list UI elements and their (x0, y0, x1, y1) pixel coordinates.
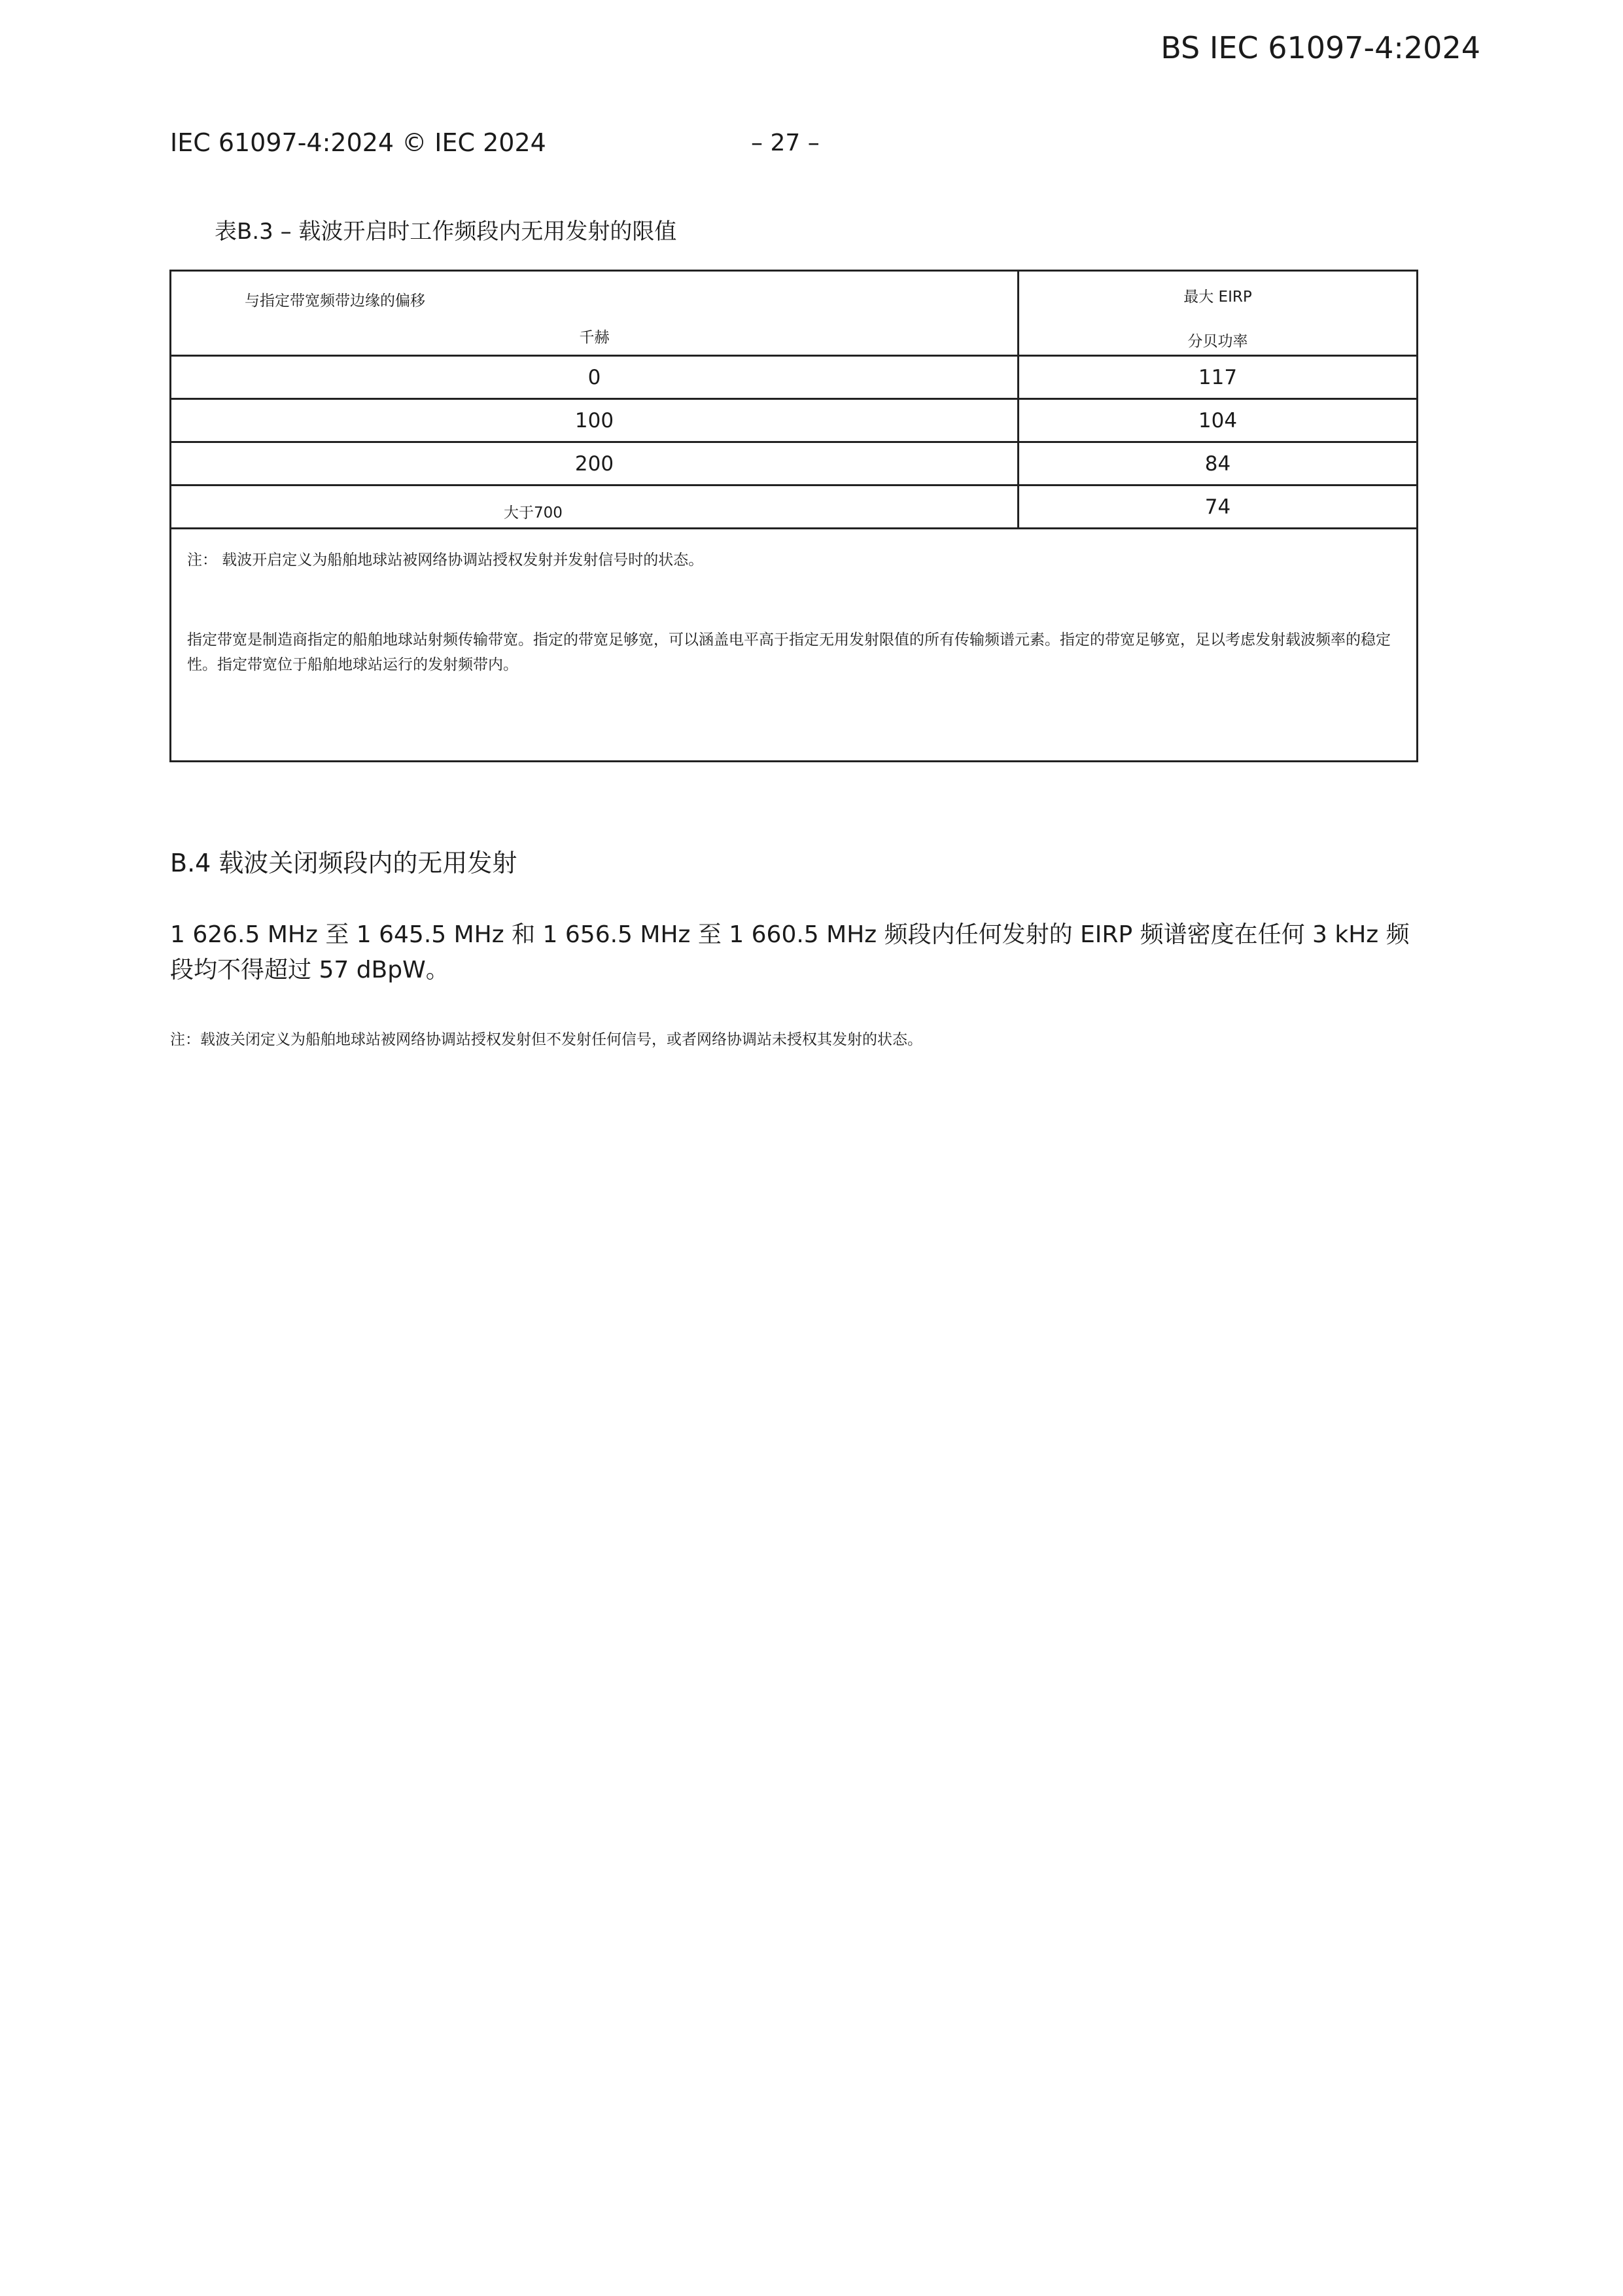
table-row (171, 443, 1416, 486)
table-note-bandwidth: 指定带宽是制造商指定的船舶地球站射频传输带宽。指定的带宽足够宽，可以涵盖电平高于指定无用发射限值的所有传输频谱元素。指定的带宽足够宽，足以考虑发射载波频率的稳定性。指定带宽位于船舶地球站运行的发射频带内。 (187, 631, 1391, 673)
eirp-cell: 104 (1198, 408, 1238, 433)
eirp-cell: 117 (1198, 365, 1238, 389)
table-title: 表B.3 – 载波开启时工作频段内无用发射的限值 (215, 219, 677, 245)
document-copyright-header: IEC 61097-4:2024 © IEC 2024 (170, 128, 546, 157)
table-row (171, 486, 1416, 529)
eirp-column-unit: 分贝功率 (1187, 333, 1248, 350)
offset-column-header (171, 272, 1019, 355)
section-heading: B.4 载波关闭频段内的无用发射 (170, 849, 517, 877)
offset-cell (171, 486, 1019, 527)
eirp-cell: 74 (1204, 495, 1231, 519)
section-note: 注：载波关闭定义为船舶地球站被网络协调站授权发射但不发射任何信号，或者网络协调站未授权其发射的状态。 (170, 1031, 922, 1048)
offset-cell: 200 (171, 443, 1019, 484)
offset-column-unit: 千赫 (579, 329, 610, 346)
eirp-cell: 84 (1204, 451, 1231, 476)
section-paragraph: 1 626.5 MHz 至 1 645.5 MHz 和 1 656.5 MHz 至 1 660.5 MHz 频段内任何发射的 EIRP 频谱密度在任何 3 kHz 频段均不得超过 57 dBpW。 (170, 921, 1410, 983)
offset-column-title: 与指定带宽频带边缘的偏移 (245, 292, 425, 309)
page-number: – 27 – (751, 130, 820, 156)
emission-limits-table (169, 270, 1418, 762)
table-header-row (171, 272, 1416, 357)
table-row (171, 357, 1416, 400)
offset-cell-text: 大于700 (504, 504, 563, 521)
offset-cell: 0 (171, 357, 1019, 398)
document-id-header: BS IEC 61097-4:2024 (1161, 30, 1480, 65)
table-note-carrier-on: 注： 载波开启定义为船舶地球站被网络协调站授权发射并发射信号时的状态。 (187, 552, 704, 569)
eirp-column-title: 最大 EIRP (1183, 289, 1252, 306)
eirp-column-header (1019, 272, 1416, 355)
table-row (171, 400, 1416, 443)
offset-cell: 100 (171, 400, 1019, 441)
